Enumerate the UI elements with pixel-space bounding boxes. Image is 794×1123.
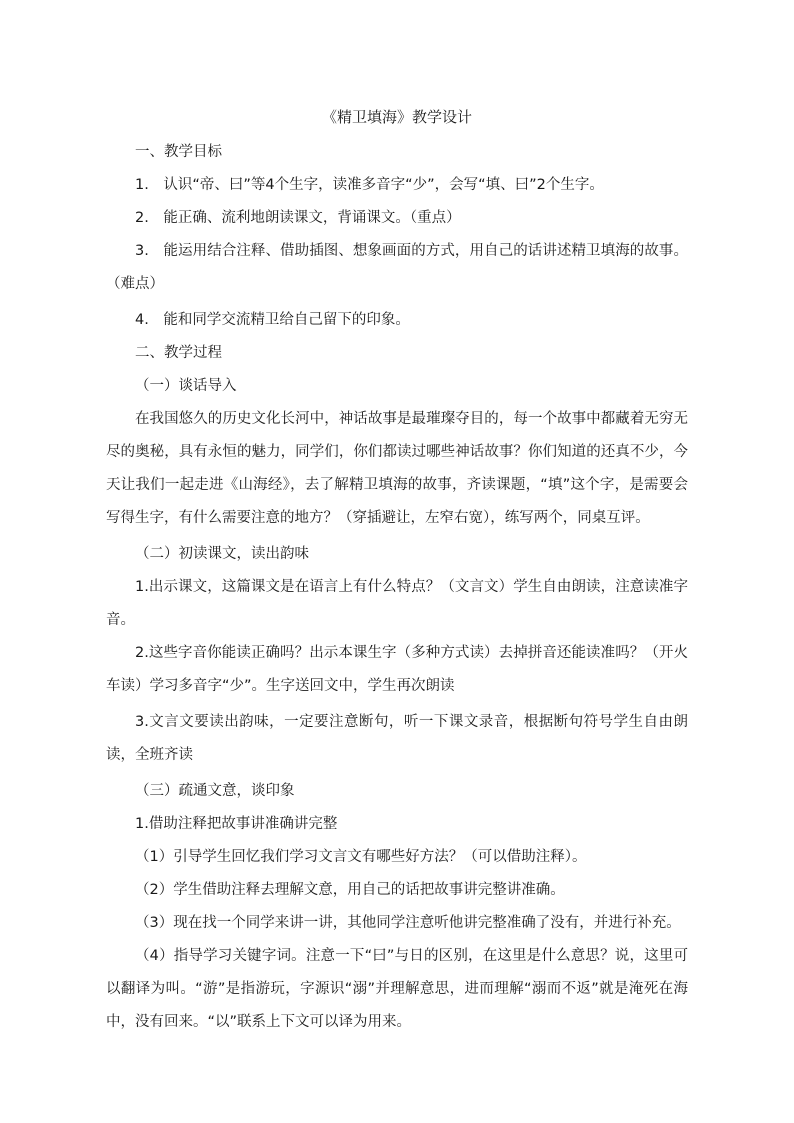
sub-step-3: （3）现在找一个同学来讲一讲，其他同学注意听他讲完整准确了没有，并进行补充。 — [135, 915, 681, 931]
goal-item-2: 2. 能正确、流利地朗读课文，背诵课文。（重点） — [135, 210, 461, 226]
sub-step-4: （4）指导学习关键字词。注意一下“曰”与日的区别，在这里是什么意思？说，这里可以翻译为叫。“游”是指游玩，字源识“溺”并理解意思，进而理解“溺而不返”就是淹死在海中，没有回来。“以”联系上下文可以译为用来。 — [106, 948, 688, 1030]
step-item-2: 2.这些字音你能读正确吗？出示本课生字（多种方式读）去掉拼音还能读准吗？（开火车读）学习多音字“少”。生字送回文中，学生再次朗读 — [106, 645, 688, 694]
goal-item-3: 3. 能运用结合注释、借助插图、想象画面的方式，用自己的话讲述精卫填海的故事。（难点） — [106, 243, 688, 292]
step-heading-1: 1.借助注释把故事讲准确讲完整 — [135, 816, 338, 832]
sub-step-1: （1）引导学生回忆我们学习文言文有哪些好方法？（可以借助注释）。 — [135, 849, 587, 865]
paragraph-intro: 在我国悠久的历史文化长河中，神话故事是最璀璨夺目的，每一个故事中都藏着无穷无尽的奥秘，具有永恒的魅力，同学们，你们都读过哪些神话故事？你们知道的还真不少，今天让我们一起走进《山海经》，去了解精卫填海的故事，齐读课题，“填”这个字，是需要会写得生字，有什么需要注意的地方？（穿插避让，左窄右宽），练写两个，同桌互评。 — [106, 411, 688, 526]
goal-item-4: 4. 能和同学交流精卫给自己留下的印象。 — [135, 312, 410, 328]
document-title: 《精卫填海》教学设计 — [321, 108, 472, 126]
step-item-3: 3.文言文要读出韵味，一定要注意断句，听一下课文录音，根据断句符号学生自由朗读，全班齐读 — [106, 714, 688, 763]
subsection-heading-2: （二）初读课文，读出韵味 — [135, 546, 309, 562]
section-heading-goals: 一、教学目标 — [135, 144, 222, 160]
document-body — [106, 102, 688, 1039]
step-item-1: 1.出示课文，这篇课文是在语言上有什么特点？（文言文）学生自由朗读，注意读准字音。 — [106, 579, 688, 628]
sub-step-2: （2）学生借助注释去理解文意，用自己的话把故事讲完整讲准确。 — [135, 882, 565, 898]
goal-item-1: 1. 认识“帝、曰”等4个生字，读准多音字“少”，会写“填、曰”2个生字。 — [135, 177, 604, 193]
section-heading-process: 二、教学过程 — [135, 345, 222, 361]
subsection-heading-1: （一）谈话导入 — [135, 378, 237, 394]
subsection-heading-3: （三）疏通文意，谈印象 — [135, 783, 295, 799]
